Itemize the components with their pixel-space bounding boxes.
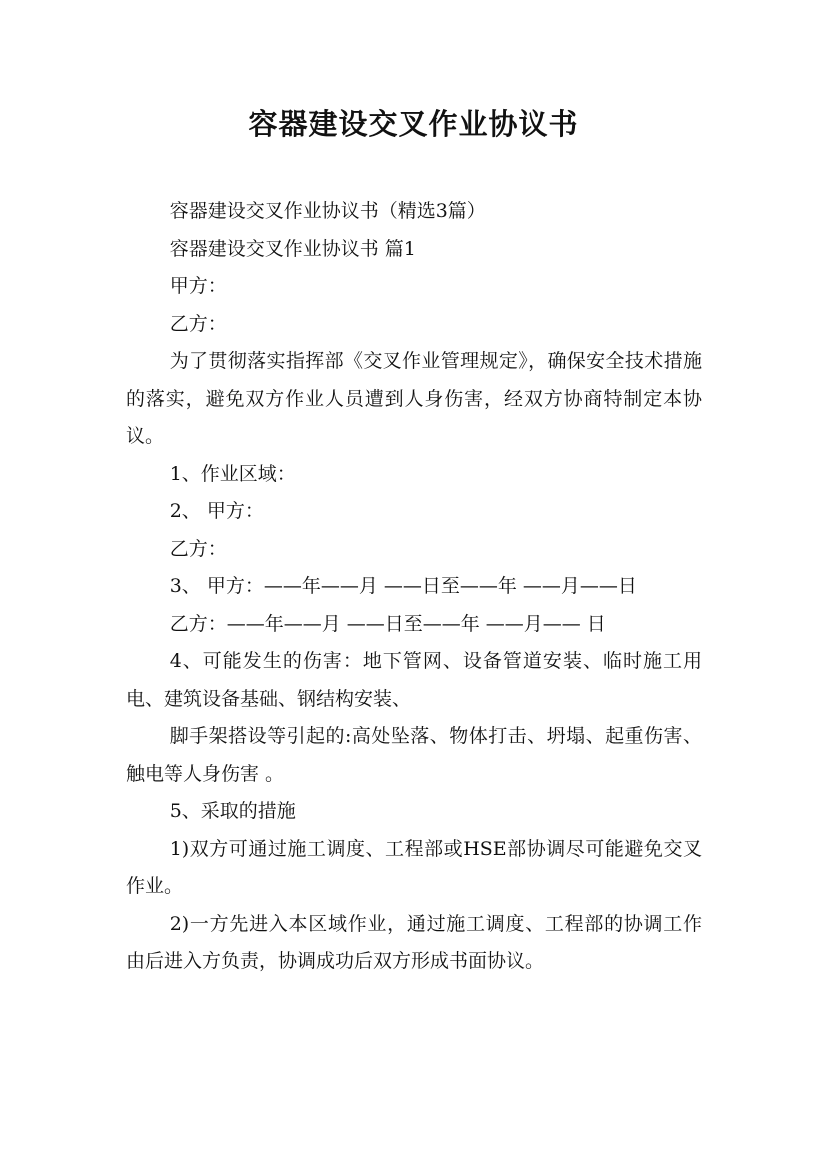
- paragraph-purpose: 为了贯彻落实指挥部《交叉作业管理规定》，确保安全技术措施的落实，避免双方作业人员遭到人身伤害，经双方协商特制定本协议。: [126, 350, 702, 447]
- paragraph-subtitle: 容器建设交叉作业协议书（精选3篇）: [169, 200, 486, 222]
- paragraph-item-4-continued: 脚手架搭设等引起的:高处坠落、物体打击、坍塌、起重伤害、触电等人身伤害 。: [126, 725, 702, 785]
- paragraph-measure-2: 2)一方先进入本区域作业，通过施工调度、工程部的协调工作由后进入方负责，协调成功后双方形成书面协议。: [126, 912, 702, 972]
- paragraph-measure-1: 1)双方可通过施工调度、工程部或HSE部协调尽可能避免交叉作业。: [126, 837, 702, 897]
- paragraph-item-3-party-b: 乙方：——年——月 ——日至——年 ——月—— 日: [169, 612, 606, 635]
- paragraph-item-5: 5、采取的措施: [169, 800, 296, 822]
- paragraph-item-2: 2、 甲方：: [169, 500, 264, 522]
- paragraph-item-2-party-b: 乙方：: [169, 537, 227, 560]
- paragraph-section-heading: 容器建设交叉作业协议书 篇1: [169, 237, 416, 260]
- paragraph-item-1: 1、作业区域：: [169, 462, 296, 485]
- paragraph-item-3: 3、 甲方：——年——月 ——日至——年 ——月——日: [169, 575, 637, 597]
- paragraph-party-a: 甲方：: [169, 275, 227, 297]
- document-body: [126, 193, 702, 981]
- paragraph-item-4: 4、可能发生的伤害：地下管网、设备管道安装、临时施工用电、建筑设备基础、钢结构安装、: [126, 650, 702, 710]
- document-title: 容器建设交叉作业协议书: [248, 107, 579, 141]
- paragraph-party-b: 乙方：: [169, 312, 227, 335]
